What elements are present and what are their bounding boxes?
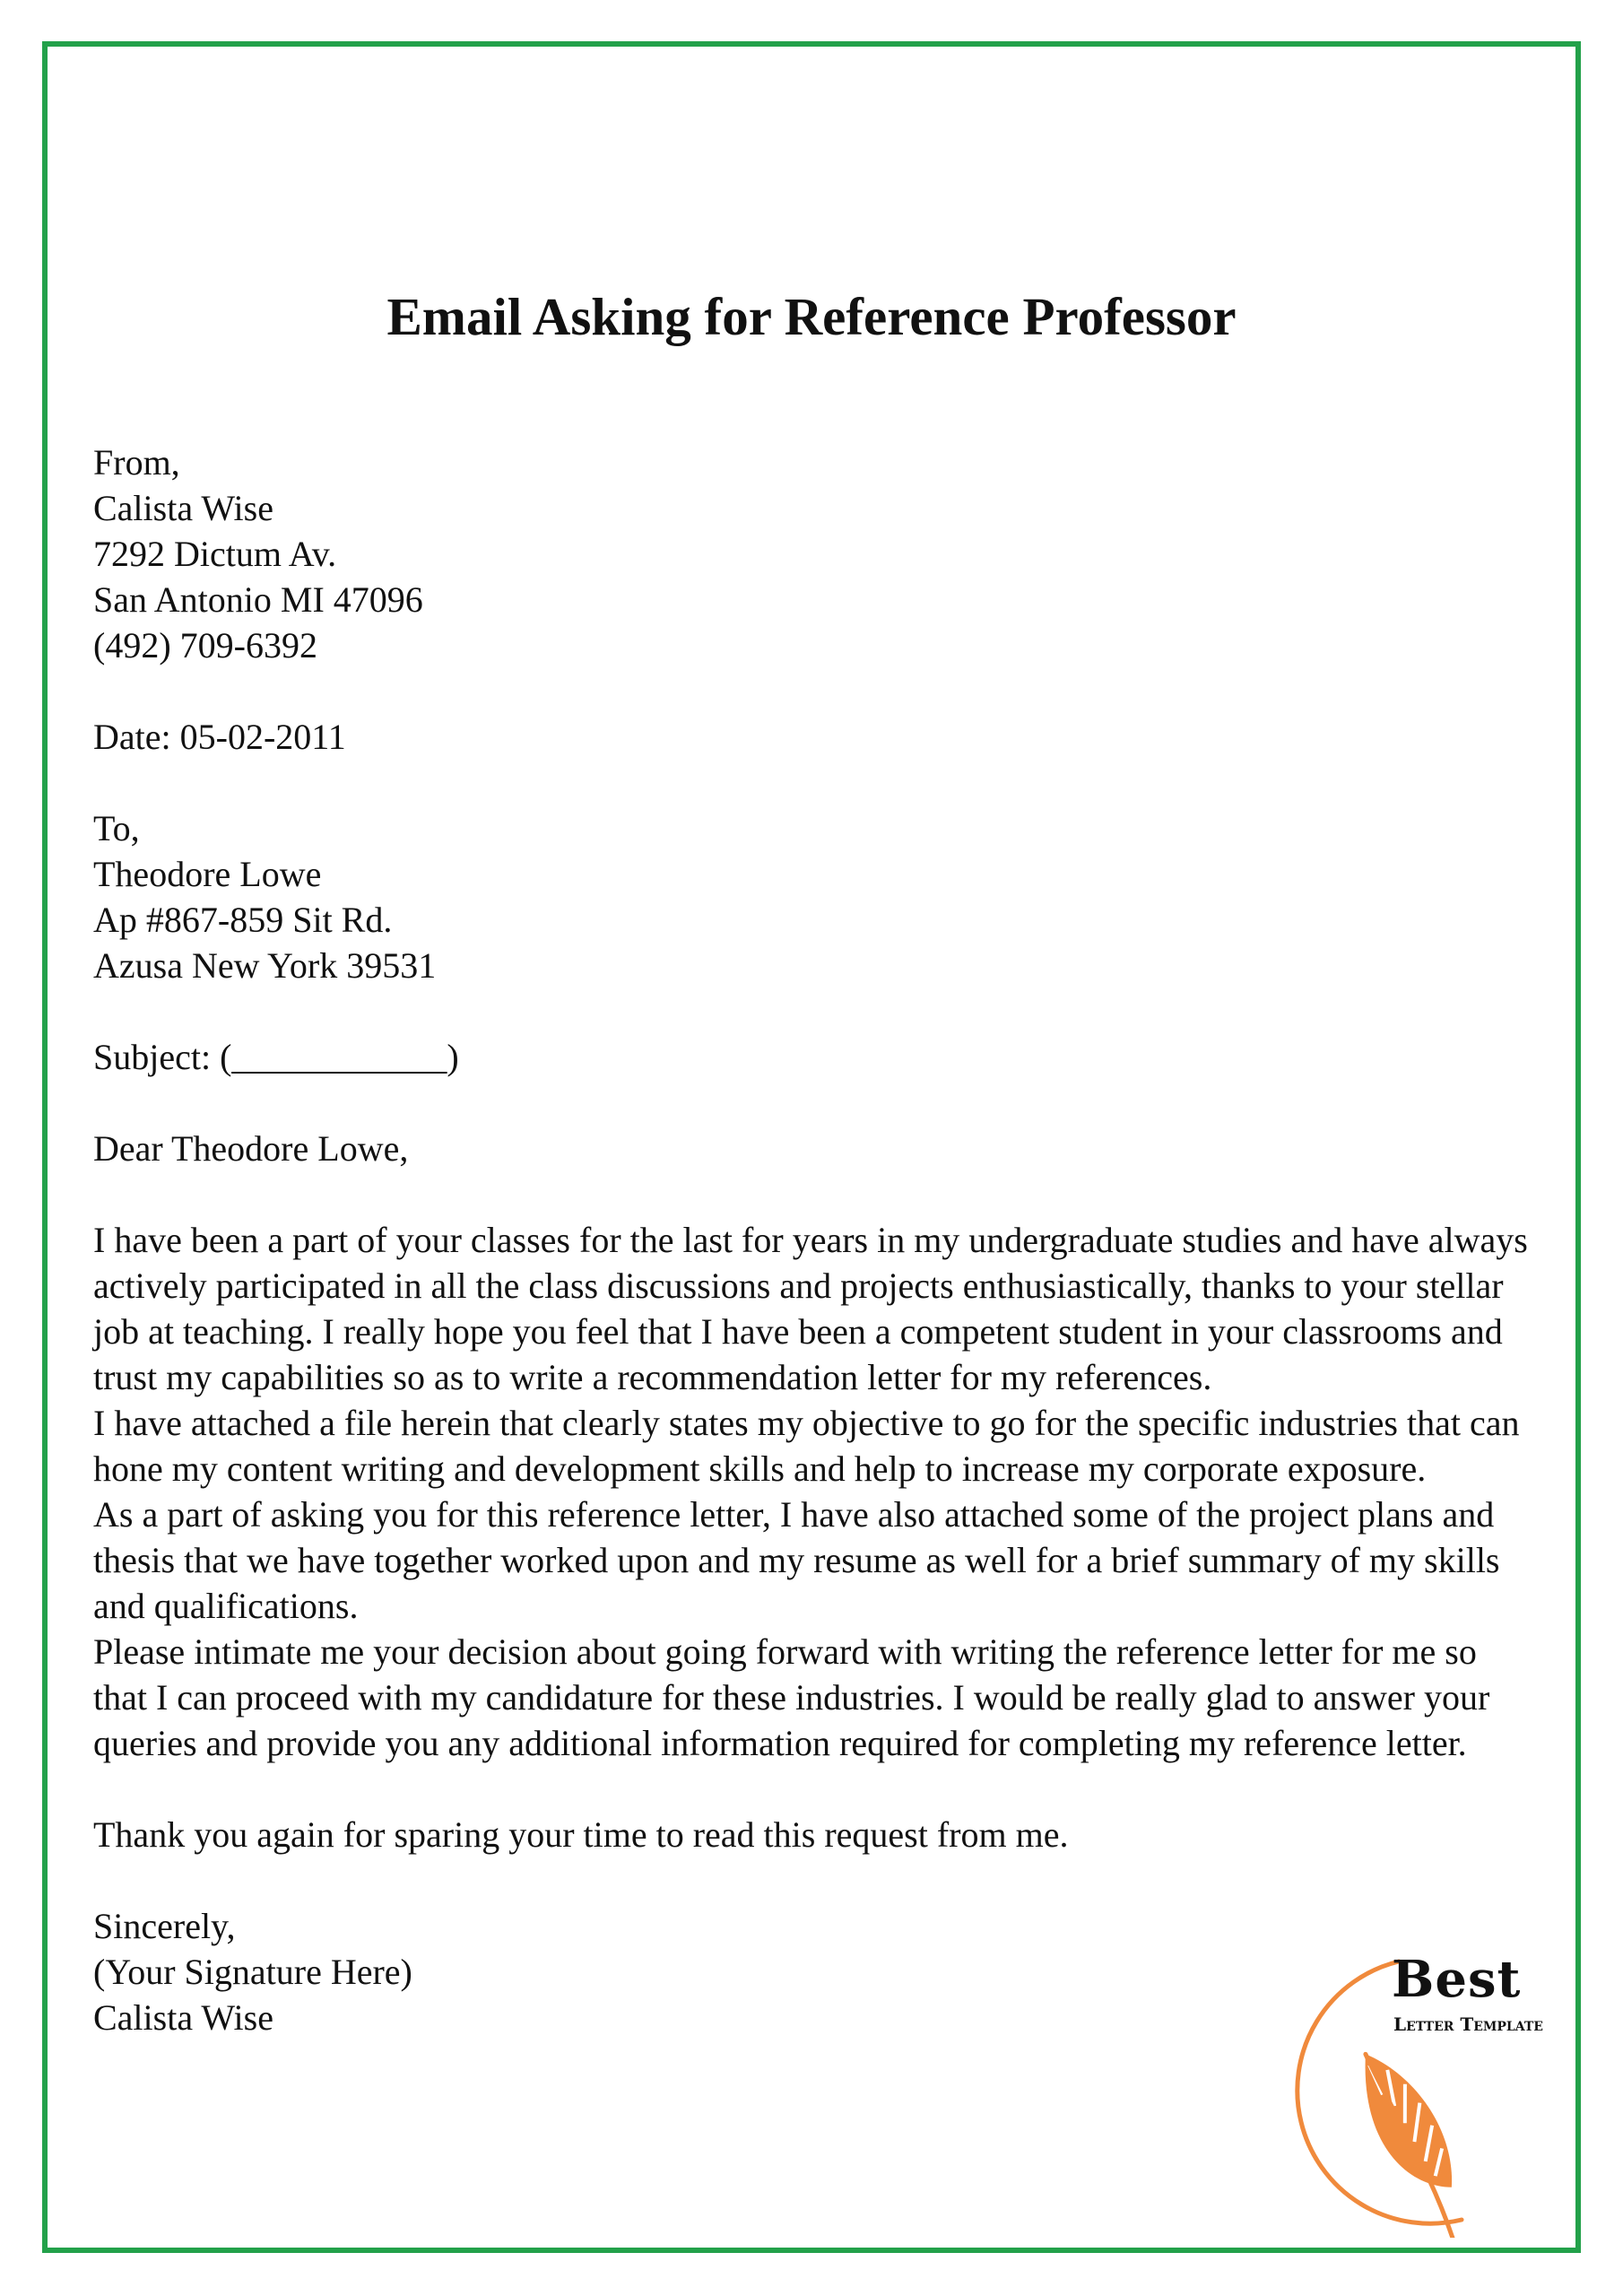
- body-paragraph-4: Please intimate me your decision about going forward with writing the reference letter for me so that I can proceed with my candidature for these industries. I would be really glad to answer your queries and provide you any additional information required for completing my reference letter.: [93, 1631, 1490, 1763]
- sender-phone: (492) 709-6392: [93, 625, 317, 665]
- from-label: From,: [93, 442, 180, 483]
- to-label: To,: [93, 808, 140, 848]
- letter-body: [93, 439, 1546, 2040]
- subject-line: Subject: (____________): [93, 1037, 459, 1077]
- page-title: Email Asking for Reference Professor: [386, 287, 1237, 346]
- body-paragraph-2: I have attached a file herein that clearly states my objective to go for the specific industries that can hone my content writing and development skills and help to increase my corporate exposure.: [93, 1403, 1520, 1489]
- sender-address-line1: 7292 Dictum Av.: [93, 534, 337, 574]
- best-letter-template-logo: [1255, 1951, 1578, 2238]
- body-paragraph-3: As a part of asking you for this reference letter, I have also attached some of the project plans and thesis that we have together worked upon and my resume as well for a brief summary of my skills and qualifications.: [93, 1494, 1500, 1626]
- letter-date: Date: 05-02-2011: [93, 717, 346, 757]
- thank-you-line: Thank you again for sparing your time to read this request from me.: [93, 1814, 1069, 1855]
- logo-word: Best: [1392, 1950, 1522, 2009]
- salutation: Dear Theodore Lowe,: [93, 1128, 409, 1169]
- sender-name: Calista Wise: [93, 488, 273, 528]
- recipient-address-line2: Azusa New York 39531: [93, 945, 437, 986]
- sender-address-line2: San Antonio MI 47096: [93, 579, 423, 620]
- recipient-address-line1: Ap #867-859 Sit Rd.: [93, 900, 393, 940]
- body-paragraph-1: I have been a part of your classes for the last for years in my undergraduate studies and have always actively participated in all the class discussions and projects enthusiastically, thanks to your stellar job at teaching. I really hope you feel that I have been a competent student in your classrooms and trust my capabilities so as to write a recommendation letter for my references.: [93, 1220, 1528, 1397]
- recipient-name: Theodore Lowe: [93, 854, 322, 894]
- closing-name: Calista Wise: [93, 1997, 273, 2038]
- signature-placeholder: (Your Signature Here): [93, 1952, 412, 1992]
- closing-sincerely: Sincerely,: [93, 1906, 236, 1946]
- logo-subtitle: Letter Template: [1393, 2013, 1543, 2035]
